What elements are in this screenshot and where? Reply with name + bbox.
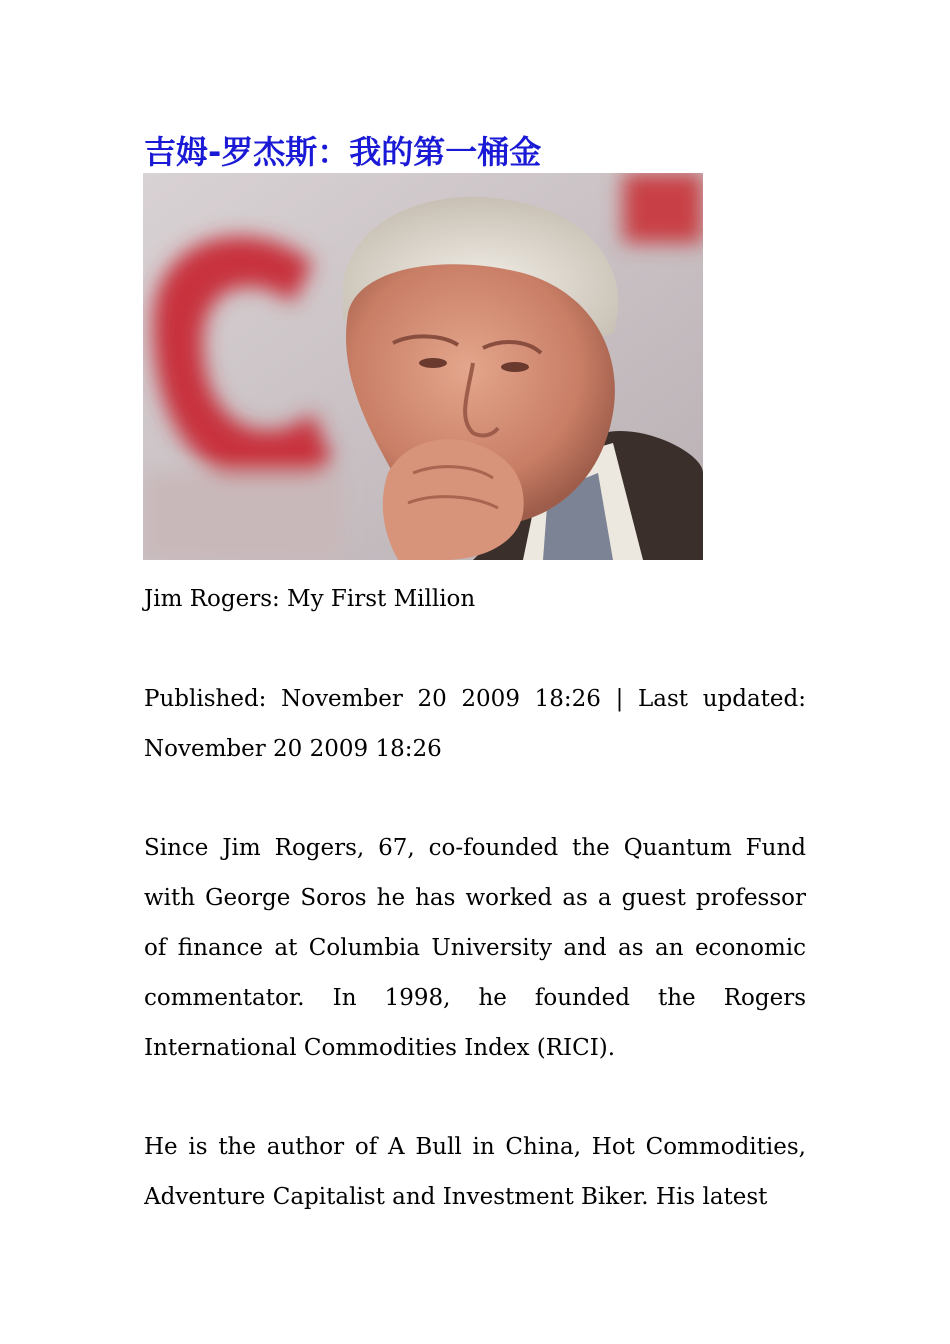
paragraph: Since Jim Rogers, 67, co-founded the Quantum Fund with George Soros he has worked as a guest professor of finance at Columbia University and as an economic commentator. In 1998, he founded the Rogers International Commodities Index (RICI). (144, 835, 806, 1061)
article-subtitle: Jim Rogers: My First Million (144, 586, 476, 612)
article-title: 吉姆-罗杰斯：我的第一桶金 (144, 133, 542, 171)
paragraph: He is the author of A Bull in China, Hot Commodities, Adventure Capitalist and Investment Biker. His latest (144, 1134, 806, 1210)
portrait-photo (143, 173, 703, 560)
publication-meta: Published: November 20 2009 18:26 | Last updated: November 20 2009 18:26 (144, 686, 806, 762)
